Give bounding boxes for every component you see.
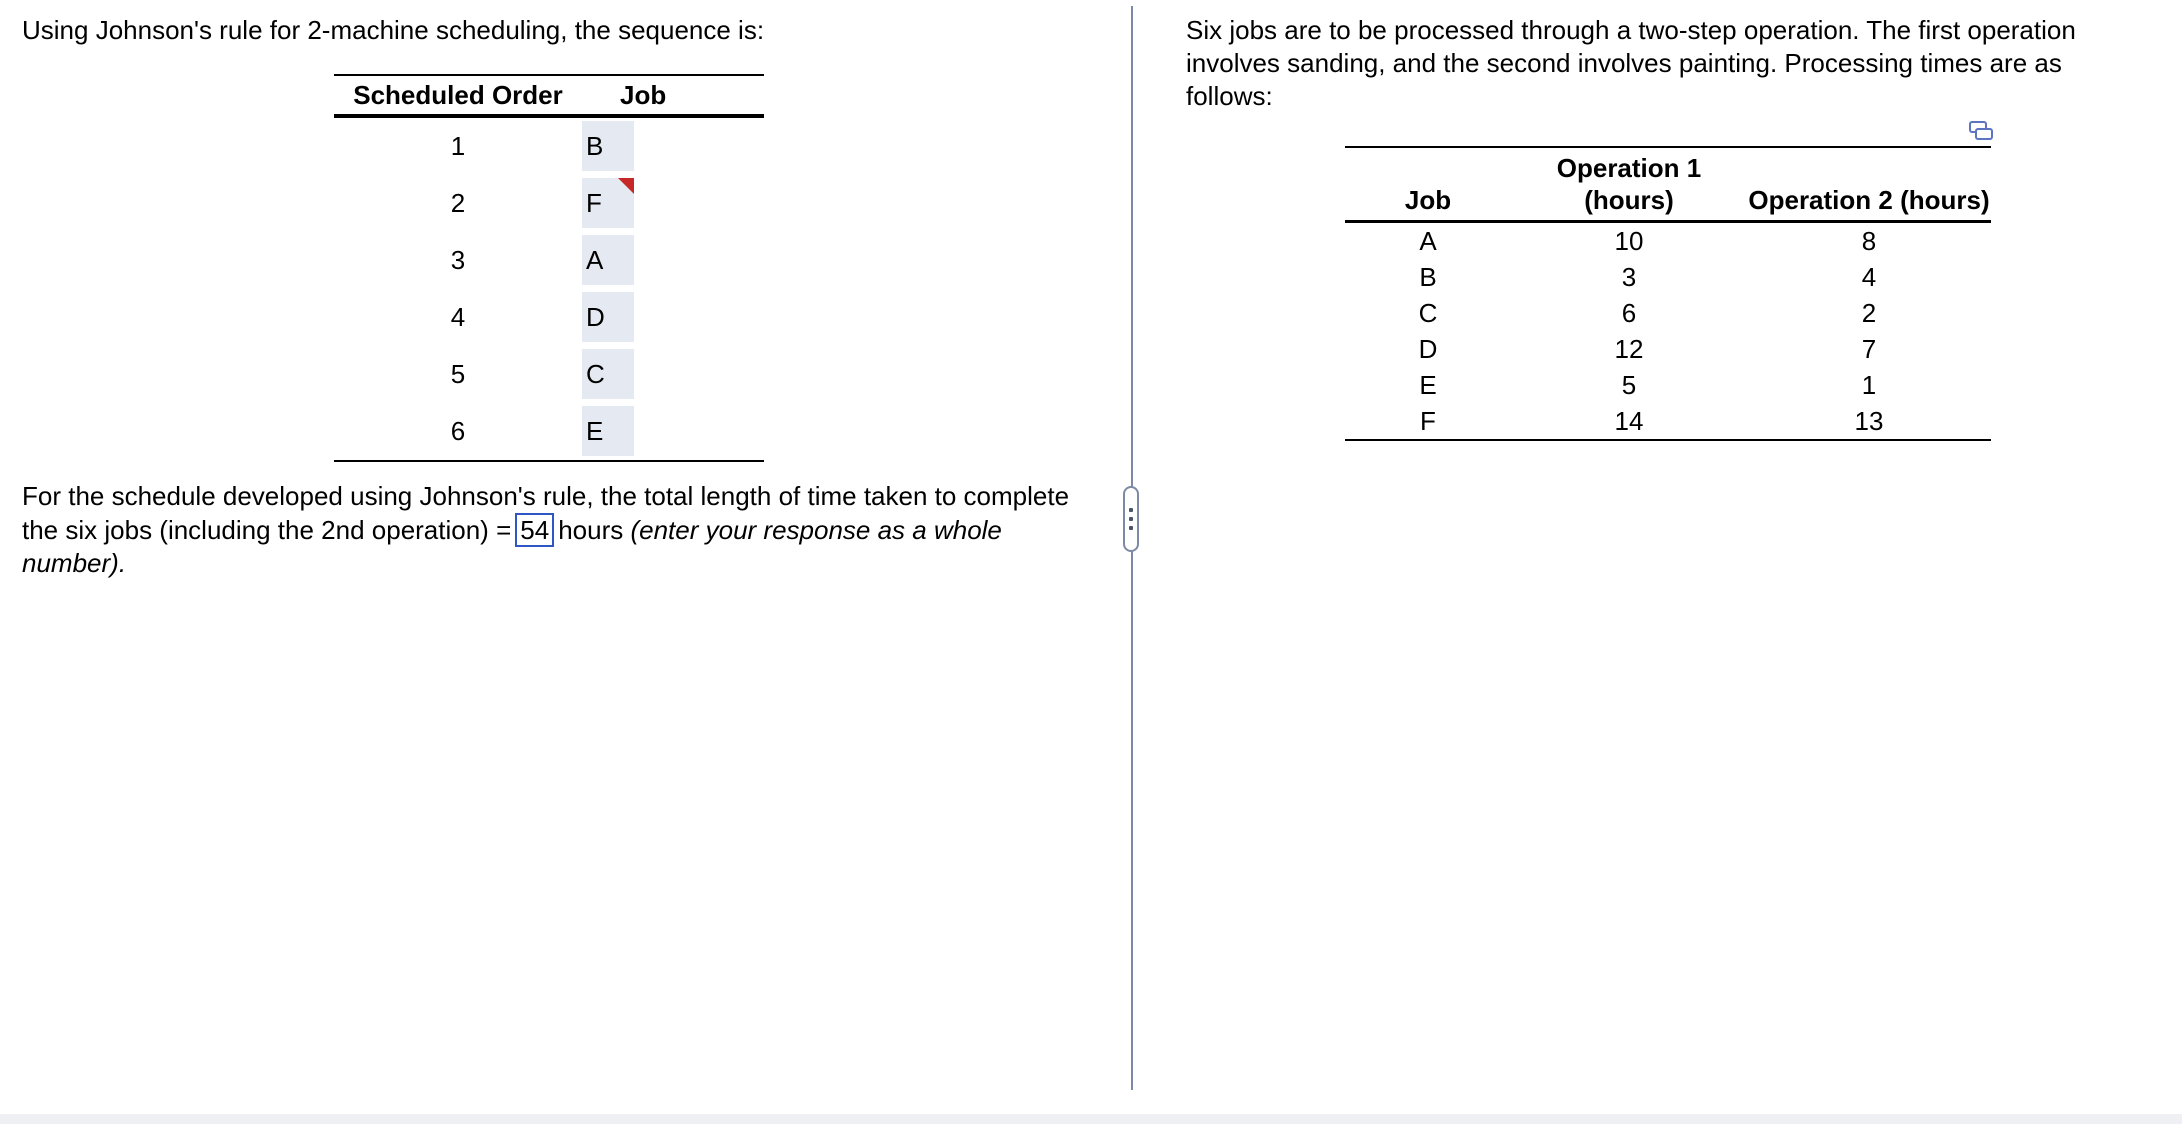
handle-dot [1129,526,1133,530]
op2-cell: 4 [1861,262,1877,292]
job-answer-input[interactable] [582,406,634,456]
job-cell: C [1418,298,1438,328]
table-row [1345,367,1991,403]
job-cell: F [1345,403,1511,440]
header-job: Job [1345,147,1511,222]
order-cell: 2 [450,188,466,218]
total-time-answer-input[interactable]: 54 [515,513,554,547]
handle-dot [1129,517,1133,521]
incorrect-flag-icon [618,178,634,194]
job-cell: E [1419,370,1437,400]
op2-cell: 2 [1861,298,1877,328]
job-answer-value: A [586,245,604,275]
table-row [334,346,764,403]
header-job-label: Job [620,79,667,110]
table-row [1345,222,1991,260]
schedule-table [334,74,764,462]
header-job [582,75,764,116]
job-answer-input[interactable] [582,349,634,399]
processing-table-header [1345,147,1991,222]
order-cell: 4 [450,302,466,332]
processing-times-table [1345,146,1991,441]
op2-cell: 8 [1861,226,1877,256]
table-row [334,116,764,175]
table-row [334,175,764,232]
copy-data-icon[interactable] [1968,120,1994,142]
job-cell [582,175,764,232]
sequence-intro: Using Johnson's rule for 2-machine scheduling, the sequence is: [22,15,765,45]
job-answer-value: F [586,188,602,218]
result-hint: (enter your response as a whole number). [22,515,1002,578]
header-scheduled-order: Scheduled Order [334,75,582,116]
order-cell: 1 [450,131,466,161]
total-time-statement [22,480,1102,580]
job-cell: B [1419,262,1437,292]
handle-dot [1129,508,1133,512]
job-answer-value: D [586,302,605,332]
op2-cell: 13 [1747,403,1991,440]
header-operation-1: Operation 1 (hours) [1511,147,1747,222]
op1-cell: 10 [1614,226,1644,256]
result-text-after: hours [558,515,624,545]
table-row [334,289,764,346]
op1-cell: 14 [1511,403,1747,440]
bottom-strip [0,1114,2182,1124]
job-cell [582,346,764,403]
op2-cell: 1 [1861,370,1877,400]
table-row [334,403,764,461]
table-row [1345,295,1991,331]
job-cell [582,116,764,175]
schedule-table-header [334,75,764,116]
job-cell [582,403,764,461]
order-cell: 3 [450,245,466,275]
table-row [1345,259,1991,295]
job-answer-input[interactable] [582,292,634,342]
table-row [1345,403,1991,440]
job-answer-input[interactable] [582,121,634,171]
op1-cell: 3 [1621,262,1637,292]
job-answer-value: E [586,416,604,446]
problem-statement: Six jobs are to be processed through a two-step operation. The first operation involves sanding, and the second involves painting. Processing times are as follows: [1186,15,2076,111]
order-cell: 6 [334,403,582,461]
question-pane [1134,0,2182,1095]
table-row [334,232,764,289]
op1-cell: 6 [1621,298,1637,328]
job-cell [582,289,764,346]
result-text-before: For the schedule developed using Johnson's rule, the total length of time taken to complete the six jobs (including the 2nd operation) = [22,481,1070,545]
op1-cell: 12 [1614,334,1644,364]
job-cell: A [1419,226,1437,256]
job-cell [582,232,764,289]
op1-cell: 5 [1621,370,1637,400]
job-cell: D [1418,334,1438,364]
table-row [1345,331,1991,367]
job-answer-input[interactable] [582,235,634,285]
job-answer-input[interactable] [582,178,634,228]
order-cell: 5 [450,359,466,389]
job-answer-value: C [586,359,605,389]
job-answer-value: B [586,131,604,161]
header-operation-2: Operation 2 (hours) [1747,147,1991,222]
op2-cell: 7 [1861,334,1877,364]
